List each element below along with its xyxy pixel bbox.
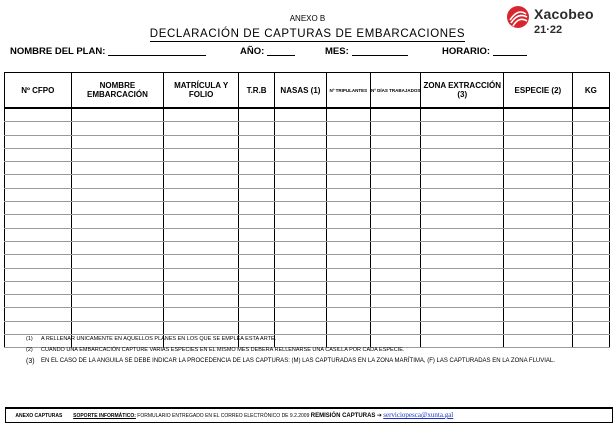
table-cell[interactable] bbox=[504, 188, 573, 201]
table-cell[interactable] bbox=[5, 135, 72, 148]
table-cell[interactable] bbox=[164, 308, 239, 321]
table-cell[interactable] bbox=[275, 108, 326, 122]
table-cell[interactable] bbox=[504, 228, 573, 241]
header-registration: MATRÍCULA Y FOLIO bbox=[164, 73, 239, 109]
table-cell[interactable] bbox=[572, 321, 609, 334]
table-cell[interactable] bbox=[238, 202, 274, 215]
table-row bbox=[5, 135, 610, 148]
table-cell[interactable] bbox=[5, 255, 72, 268]
table-cell[interactable] bbox=[238, 108, 274, 122]
month-field[interactable] bbox=[352, 46, 408, 56]
table-cell[interactable] bbox=[326, 148, 370, 161]
table-cell[interactable] bbox=[326, 255, 370, 268]
table-cell[interactable] bbox=[326, 108, 370, 122]
footer-support-text: FORMULARIO ENTREGADO EN EL CORREO ELECTRÓNICO DE 9.2.2009 bbox=[137, 413, 310, 419]
footer-remission-label: REMISIÓN CAPTURAS bbox=[310, 413, 376, 419]
schedule-group bbox=[442, 46, 490, 57]
table-cell[interactable] bbox=[572, 162, 609, 175]
table-cell[interactable] bbox=[371, 281, 421, 294]
table-cell[interactable] bbox=[371, 148, 421, 161]
table-cell[interactable] bbox=[504, 215, 573, 228]
table-cell[interactable] bbox=[326, 135, 370, 148]
table-cell[interactable] bbox=[371, 228, 421, 241]
table-cell[interactable] bbox=[421, 202, 504, 215]
table-cell[interactable] bbox=[572, 228, 609, 241]
table-cell[interactable] bbox=[71, 162, 164, 175]
table-cell[interactable] bbox=[71, 122, 164, 135]
table-cell[interactable] bbox=[238, 122, 274, 135]
table-cell[interactable] bbox=[326, 281, 370, 294]
table-body bbox=[5, 108, 610, 348]
plan-name-group bbox=[10, 46, 105, 57]
table-cell[interactable] bbox=[71, 295, 164, 308]
table-cell[interactable] bbox=[572, 295, 609, 308]
table-cell[interactable] bbox=[504, 148, 573, 161]
table-cell[interactable] bbox=[421, 188, 504, 201]
table-cell[interactable] bbox=[371, 202, 421, 215]
table-cell[interactable] bbox=[371, 268, 421, 281]
table-cell[interactable] bbox=[164, 162, 239, 175]
table-cell[interactable] bbox=[275, 255, 326, 268]
table-cell[interactable] bbox=[164, 175, 239, 188]
plan-name-field[interactable] bbox=[108, 46, 206, 56]
table-cell[interactable] bbox=[371, 295, 421, 308]
table-row bbox=[5, 241, 610, 254]
table-cell[interactable] bbox=[326, 308, 370, 321]
table-cell[interactable] bbox=[371, 188, 421, 201]
table-cell[interactable] bbox=[504, 295, 573, 308]
table-cell[interactable] bbox=[164, 321, 239, 334]
table-cell[interactable] bbox=[572, 255, 609, 268]
table-cell[interactable] bbox=[71, 175, 164, 188]
table-cell[interactable] bbox=[5, 202, 72, 215]
footnote-3-number: (3) bbox=[26, 358, 35, 365]
table-cell[interactable] bbox=[371, 108, 421, 122]
footer-email-link[interactable]: serviciopesca@xunta.gal bbox=[383, 411, 454, 419]
table-header-row bbox=[5, 73, 610, 109]
table-cell[interactable] bbox=[275, 228, 326, 241]
table-cell[interactable] bbox=[5, 108, 72, 122]
footnote-1-text: A RELLENAR UNICAMENTE EN AQUELLOS PLANES EN LOS QUE SE EMPLEA ESTA ARTE. bbox=[41, 336, 277, 342]
table-cell[interactable] bbox=[5, 321, 72, 334]
table-row bbox=[5, 295, 610, 308]
table-cell[interactable] bbox=[371, 241, 421, 254]
footnote-2 bbox=[26, 345, 606, 356]
table-row bbox=[5, 175, 610, 188]
table-row bbox=[5, 148, 610, 161]
table-cell[interactable] bbox=[71, 255, 164, 268]
table-cell[interactable] bbox=[421, 281, 504, 294]
table-cell[interactable] bbox=[504, 122, 573, 135]
table-cell[interactable] bbox=[5, 295, 72, 308]
table-cell[interactable] bbox=[71, 188, 164, 201]
table-cell[interactable] bbox=[421, 108, 504, 122]
table-cell[interactable] bbox=[504, 202, 573, 215]
header-cfpo: Nº CFPO bbox=[5, 73, 72, 109]
table-cell[interactable] bbox=[275, 241, 326, 254]
table-cell[interactable] bbox=[275, 281, 326, 294]
header-trb: T.R.B bbox=[238, 73, 274, 109]
table-cell[interactable] bbox=[164, 108, 239, 122]
table-cell[interactable] bbox=[71, 108, 164, 122]
schedule-field[interactable] bbox=[493, 46, 527, 56]
xacobeo-shell-icon bbox=[506, 5, 530, 29]
table-cell[interactable] bbox=[421, 148, 504, 161]
year-field[interactable] bbox=[267, 46, 295, 56]
footnote-3 bbox=[26, 356, 606, 367]
table-cell[interactable] bbox=[421, 135, 504, 148]
table-cell[interactable] bbox=[238, 308, 274, 321]
table-cell[interactable] bbox=[5, 162, 72, 175]
table-cell[interactable] bbox=[5, 308, 72, 321]
table-cell[interactable] bbox=[5, 188, 72, 201]
table-cell[interactable] bbox=[275, 175, 326, 188]
table-cell[interactable] bbox=[572, 215, 609, 228]
table-cell[interactable] bbox=[164, 122, 239, 135]
table-cell[interactable] bbox=[238, 321, 274, 334]
table-cell[interactable] bbox=[326, 215, 370, 228]
table-row bbox=[5, 122, 610, 135]
footnotes bbox=[26, 334, 606, 367]
table-row bbox=[5, 321, 610, 334]
table-cell[interactable] bbox=[371, 122, 421, 135]
table-cell[interactable] bbox=[326, 241, 370, 254]
annex-label: ANEXO B bbox=[289, 14, 326, 23]
table-cell[interactable] bbox=[504, 108, 573, 122]
table-cell[interactable] bbox=[504, 308, 573, 321]
header-traps: NASAS (1) bbox=[275, 73, 326, 109]
table-cell[interactable] bbox=[5, 122, 72, 135]
table-cell[interactable] bbox=[71, 148, 164, 161]
table-cell[interactable] bbox=[275, 188, 326, 201]
table-cell[interactable] bbox=[164, 148, 239, 161]
month-group bbox=[325, 46, 349, 57]
year-label: AÑO: bbox=[240, 46, 265, 57]
table-cell[interactable] bbox=[421, 175, 504, 188]
table-cell[interactable] bbox=[572, 268, 609, 281]
footnote-3-text: EN EL CASO DE LA ANGUILA SE DEBE INDICAR LA PROCEDENCIA DE LAS CAPTURAS: (M) LAS CAPTURADAS EN LA ZONA MARÍTIMA, (F) LAS CAPTURADAS EN LA ZONA FLUVIAL. bbox=[41, 358, 555, 364]
table-cell[interactable] bbox=[421, 268, 504, 281]
table-cell[interactable] bbox=[164, 215, 239, 228]
schedule-label: HORARIO: bbox=[442, 46, 491, 57]
table-cell[interactable] bbox=[504, 162, 573, 175]
month-label: MES: bbox=[325, 46, 349, 57]
logo-year: 21·22 bbox=[534, 24, 563, 36]
table-cell[interactable] bbox=[504, 255, 573, 268]
table-cell[interactable] bbox=[326, 321, 370, 334]
table-cell[interactable] bbox=[572, 108, 609, 122]
table-cell[interactable] bbox=[238, 188, 274, 201]
logo-name: Xacobeo bbox=[534, 6, 594, 22]
table-cell[interactable] bbox=[326, 162, 370, 175]
table-cell[interactable] bbox=[164, 135, 239, 148]
footnote-2-text: CUANDO UNA EMBARCACIÓN CAPTURE VARIAS ESPECIES EN EL MISMO MES DEBERA RELLENARSE UNA CASILLA POR CADA ESPECIE. bbox=[41, 347, 405, 353]
table-cell[interactable] bbox=[421, 228, 504, 241]
table-cell[interactable] bbox=[275, 308, 326, 321]
table-cell[interactable] bbox=[164, 268, 239, 281]
footer-arrow-icon: ➔ bbox=[376, 413, 382, 419]
table-cell[interactable] bbox=[275, 268, 326, 281]
table-cell[interactable] bbox=[71, 281, 164, 294]
table-cell[interactable] bbox=[371, 215, 421, 228]
table-row bbox=[5, 255, 610, 268]
table-row bbox=[5, 281, 610, 294]
table-row bbox=[5, 308, 610, 321]
table-cell[interactable] bbox=[326, 122, 370, 135]
table-cell[interactable] bbox=[275, 148, 326, 161]
table-cell[interactable] bbox=[238, 148, 274, 161]
table-row bbox=[5, 228, 610, 241]
table-cell[interactable] bbox=[5, 148, 72, 161]
table-cell[interactable] bbox=[572, 188, 609, 201]
captures-table bbox=[4, 72, 610, 348]
table-cell[interactable] bbox=[275, 215, 326, 228]
table-row bbox=[5, 108, 610, 122]
xacobeo-logo bbox=[506, 3, 611, 39]
table-cell[interactable] bbox=[238, 135, 274, 148]
table-cell[interactable] bbox=[71, 241, 164, 254]
table-cell[interactable] bbox=[371, 255, 421, 268]
table-cell[interactable] bbox=[238, 162, 274, 175]
table-cell[interactable] bbox=[238, 228, 274, 241]
table-cell[interactable] bbox=[164, 228, 239, 241]
plan-name-label: NOMBRE DEL PLAN: bbox=[10, 46, 106, 57]
table-cell[interactable] bbox=[326, 268, 370, 281]
table-cell[interactable] bbox=[71, 202, 164, 215]
table-cell[interactable] bbox=[504, 281, 573, 294]
table-cell[interactable] bbox=[421, 122, 504, 135]
header-crew: Nº TRIPULANTES bbox=[326, 73, 370, 109]
header-vessel-name: NOMBRE EMBARCACIÓN bbox=[71, 73, 164, 109]
table-cell[interactable] bbox=[5, 281, 72, 294]
table-cell[interactable] bbox=[421, 308, 504, 321]
table-cell[interactable] bbox=[275, 321, 326, 334]
footer-support-label: SOPORTE INFORMÁTICO: bbox=[73, 413, 136, 419]
table-cell[interactable] bbox=[572, 122, 609, 135]
table-cell[interactable] bbox=[275, 162, 326, 175]
table-cell[interactable] bbox=[238, 268, 274, 281]
table-cell[interactable] bbox=[164, 281, 239, 294]
table-cell[interactable] bbox=[164, 202, 239, 215]
table-cell[interactable] bbox=[5, 228, 72, 241]
table-cell[interactable] bbox=[5, 215, 72, 228]
table-row bbox=[5, 162, 610, 175]
table-cell[interactable] bbox=[5, 241, 72, 254]
table-cell[interactable] bbox=[164, 188, 239, 201]
table-cell[interactable] bbox=[71, 215, 164, 228]
table-cell[interactable] bbox=[421, 241, 504, 254]
header-species: ESPECIE (2) bbox=[504, 73, 573, 109]
table-cell[interactable] bbox=[326, 175, 370, 188]
table-cell[interactable] bbox=[421, 295, 504, 308]
table-cell[interactable] bbox=[572, 202, 609, 215]
header-days-worked: Nº DÍAS TRABAJADOS bbox=[371, 73, 421, 109]
table-cell[interactable] bbox=[238, 295, 274, 308]
table-cell[interactable] bbox=[326, 228, 370, 241]
table-row bbox=[5, 268, 610, 281]
table-cell[interactable] bbox=[71, 308, 164, 321]
table-cell[interactable] bbox=[326, 188, 370, 201]
table-cell[interactable] bbox=[164, 255, 239, 268]
footer-annex-label: ANEXO CAPTURAS bbox=[15, 413, 63, 419]
table-cell[interactable] bbox=[371, 162, 421, 175]
table-cell[interactable] bbox=[371, 321, 421, 334]
table-cell[interactable] bbox=[421, 162, 504, 175]
table-cell[interactable] bbox=[326, 295, 370, 308]
table-row bbox=[5, 188, 610, 201]
table-cell[interactable] bbox=[572, 241, 609, 254]
table-cell[interactable] bbox=[572, 281, 609, 294]
footnote-1 bbox=[26, 334, 606, 345]
table-cell[interactable] bbox=[504, 135, 573, 148]
table-cell[interactable] bbox=[504, 241, 573, 254]
footer-box bbox=[5, 407, 613, 423]
table-cell[interactable] bbox=[5, 175, 72, 188]
table-cell[interactable] bbox=[238, 215, 274, 228]
table-cell[interactable] bbox=[326, 202, 370, 215]
table-cell[interactable] bbox=[5, 268, 72, 281]
table-cell[interactable] bbox=[71, 268, 164, 281]
table-cell[interactable] bbox=[164, 241, 239, 254]
table-cell[interactable] bbox=[238, 175, 274, 188]
table-row bbox=[5, 215, 610, 228]
table-cell[interactable] bbox=[421, 255, 504, 268]
header-extraction-zone: ZONA EXTRACCIÓN (3) bbox=[421, 73, 504, 109]
table-cell[interactable] bbox=[275, 135, 326, 148]
table-cell[interactable] bbox=[504, 175, 573, 188]
table-cell[interactable] bbox=[572, 135, 609, 148]
table-cell[interactable] bbox=[238, 255, 274, 268]
table-row bbox=[5, 202, 610, 215]
table-cell[interactable] bbox=[275, 122, 326, 135]
table-cell[interactable] bbox=[275, 202, 326, 215]
table-cell[interactable] bbox=[371, 308, 421, 321]
table-cell[interactable] bbox=[421, 321, 504, 334]
table-cell[interactable] bbox=[371, 135, 421, 148]
table-cell[interactable] bbox=[371, 175, 421, 188]
plan-row bbox=[10, 46, 610, 58]
table-cell[interactable] bbox=[238, 281, 274, 294]
table-cell[interactable] bbox=[504, 321, 573, 334]
table-cell[interactable] bbox=[572, 308, 609, 321]
table-cell[interactable] bbox=[421, 215, 504, 228]
footnote-2-number: (2) bbox=[26, 347, 33, 353]
table-cell[interactable] bbox=[71, 228, 164, 241]
table-cell[interactable] bbox=[71, 135, 164, 148]
table-cell[interactable] bbox=[164, 295, 239, 308]
table-cell[interactable] bbox=[238, 241, 274, 254]
table-cell[interactable] bbox=[275, 295, 326, 308]
table-cell[interactable] bbox=[504, 268, 573, 281]
table-cell[interactable] bbox=[71, 321, 164, 334]
header-kg: KG bbox=[572, 73, 609, 109]
footnote-1-number: (1) bbox=[26, 336, 33, 342]
table-cell[interactable] bbox=[572, 175, 609, 188]
table-cell[interactable] bbox=[572, 148, 609, 161]
year-group bbox=[240, 46, 264, 57]
document-title-text: DECLARACIÓN DE CAPTURAS DE EMBARCACIONES bbox=[149, 28, 466, 40]
